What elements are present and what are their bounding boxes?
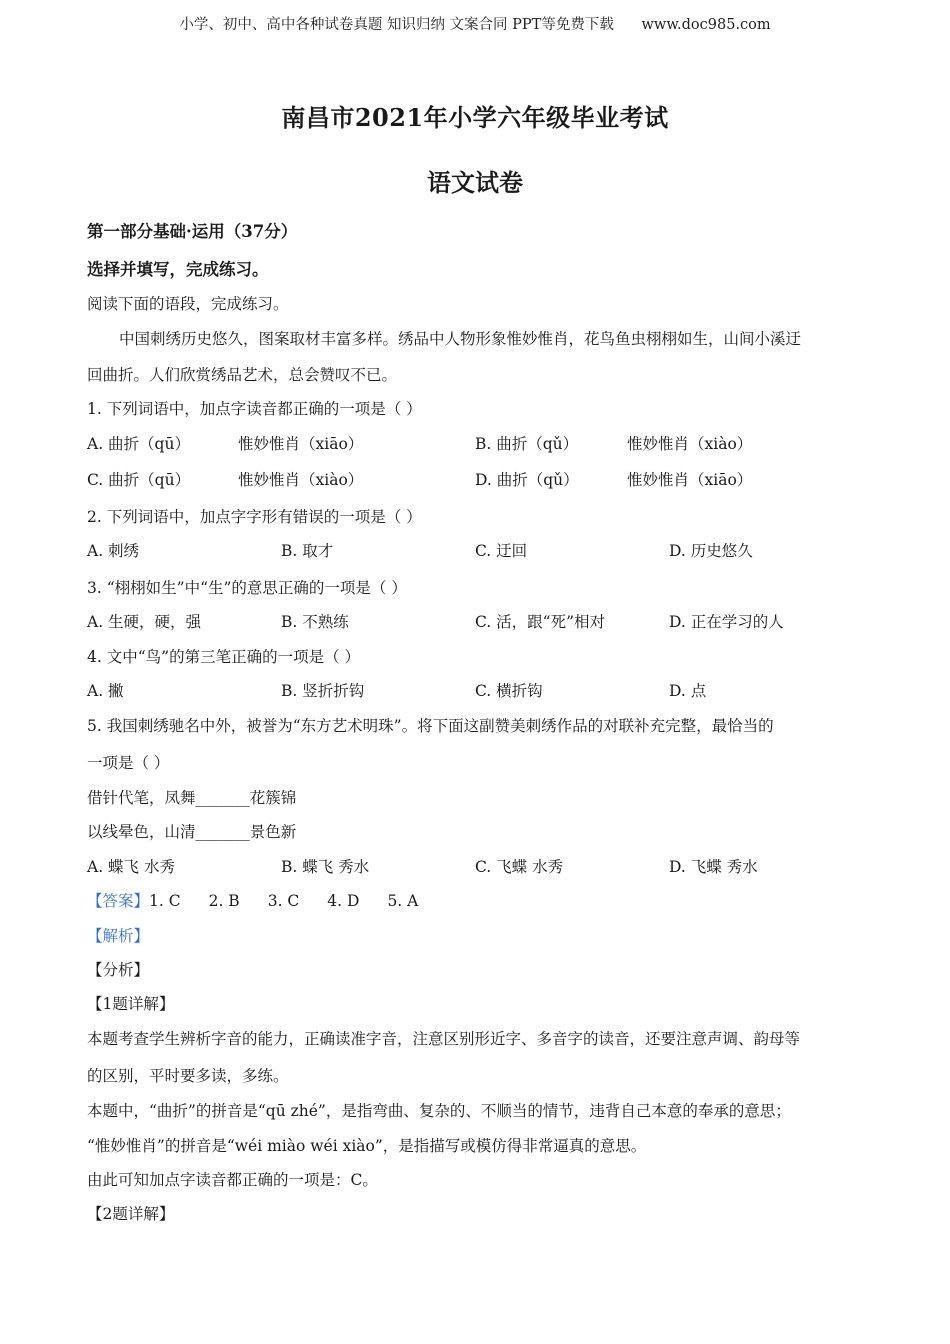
answer-item: 4. D [327, 892, 360, 910]
q4-option-a: A. 撇 [87, 682, 124, 700]
q1-option-c-word: 惟妙惟肖（xiào） [238, 471, 364, 489]
q5-option-c: C. 飞蝶 水秀 [475, 858, 564, 876]
detail-1-line-3: 本题中，“曲折”的拼音是“qū zhé”，是指弯曲、复杂的、不顺当的情节，违背自己本意的奉承的意思； [87, 1102, 791, 1120]
q1-option-d-word: 惟妙惟肖（xiāo） [627, 471, 753, 489]
q3-option-a: A. 生硬，硬，强 [87, 613, 202, 631]
q1-option-c: C. 曲折（qū） [87, 471, 191, 489]
q3-option-d: D. 正在学习的人 [669, 613, 784, 631]
q1-option-a-word: 惟妙惟肖（xiāo） [238, 435, 364, 453]
q2-option-c: C. 迂回 [475, 542, 528, 560]
detail-1-heading: 【1题详解】 [87, 995, 175, 1013]
intro-text: 阅读下面的语段，完成练习。 [87, 295, 289, 313]
couplet-line-1: 借针代笔，凤舞_______花簇锦 [87, 789, 297, 807]
answer-item: 2. B [208, 892, 240, 910]
q1-option-a: A. 曲折（qū） [87, 435, 190, 453]
detail-1-line-2: 的区别，平时要多读，多练。 [87, 1067, 289, 1085]
q1-stem: 1. 下列词语中，加点字读音都正确的一项是（ ） [87, 400, 422, 418]
exam-subtitle: 语文试卷 [427, 168, 523, 197]
answer-item: 5. A [387, 892, 419, 910]
fenxi-label: 【分析】 [87, 961, 150, 979]
q1-option-d: D. 曲折（qǔ） [475, 471, 579, 489]
q2-option-d: D. 历史悠久 [669, 542, 753, 560]
detail-1-line-1: 本题考查学生辨析字音的能力，正确读准字音，注意区别形近字、多音字的读音，还要注意声调、韵母等 [87, 1030, 801, 1048]
analysis-label: 【解析】 [87, 927, 150, 945]
answer-item: 3. C [267, 892, 300, 910]
q2-option-a: A. 刺绣 [87, 542, 140, 560]
q2-stem: 2. 下列词语中，加点字字形有错误的一项是（ ） [87, 508, 422, 526]
q5-option-b: B. 蝶飞 秀水 [281, 858, 370, 876]
q4-stem: 4. 文中“鸟”的第三笔正确的一项是（ ） [87, 648, 360, 666]
q3-stem: 3. “栩栩如生”中“生”的意思正确的一项是（ ） [87, 579, 407, 597]
detail-2-heading: 【2题详解】 [87, 1205, 175, 1223]
part-heading: 第一部分基础·运用（37分） [87, 222, 298, 241]
answer-label: 【答案】 [87, 892, 150, 910]
page-header: 小学、初中、高中各种试卷真题 知识归纳 文案合同 PPT等免费下载 www.doc985.com [179, 17, 771, 33]
q5-stem-line-2: 一项是（ ） [87, 754, 170, 772]
q1-option-b: B. 曲折（qǔ） [475, 435, 579, 453]
passage-line-2: 回曲折。人们欣赏绣品艺术，总会赞叹不已。 [87, 366, 398, 384]
answer-row [87, 889, 418, 911]
q5-stem-line-1: 5. 我国刺绣驰名中外，被誉为“东方艺术明珠”。将下面这副赞美刺绣作品的对联补充完整，最恰当的 [87, 717, 774, 735]
q5-option-d: D. 飞蝶 秀水 [669, 858, 758, 876]
passage-line-1: 中国刺绣历史悠久，图案取材丰富多样。绣品中人物形象惟妙惟肖，花鸟鱼虫栩栩如生，山间小溪迂 [119, 330, 802, 348]
q3-option-b: B. 不熟练 [281, 613, 349, 631]
q4-option-d: D. 点 [669, 682, 707, 700]
exam-title: 南昌市2021年小学六年级毕业考试 [281, 103, 669, 132]
q5-option-a: A. 蝶飞 水秀 [87, 858, 175, 876]
couplet-line-2: 以线晕色，山清_______景色新 [87, 823, 297, 841]
q2-option-b: B. 取才 [281, 542, 334, 560]
instruction: 选择并填写，完成练习。 [87, 260, 269, 279]
answer-item: 1. C [149, 892, 181, 910]
detail-1-line-5: 由此可知加点字读音都正确的一项是：C。 [87, 1171, 378, 1189]
detail-1-line-4: “惟妙惟肖”的拼音是“wéi miào wéi xiào”，是指描写或模仿得非常逼真的意思。 [87, 1137, 647, 1155]
q4-option-c: C. 横折钩 [475, 682, 543, 700]
q3-option-c: C. 活，跟“死”相对 [475, 613, 606, 631]
q4-option-b: B. 竖折折钩 [281, 682, 365, 700]
q1-option-b-word: 惟妙惟肖（xiào） [627, 435, 753, 453]
